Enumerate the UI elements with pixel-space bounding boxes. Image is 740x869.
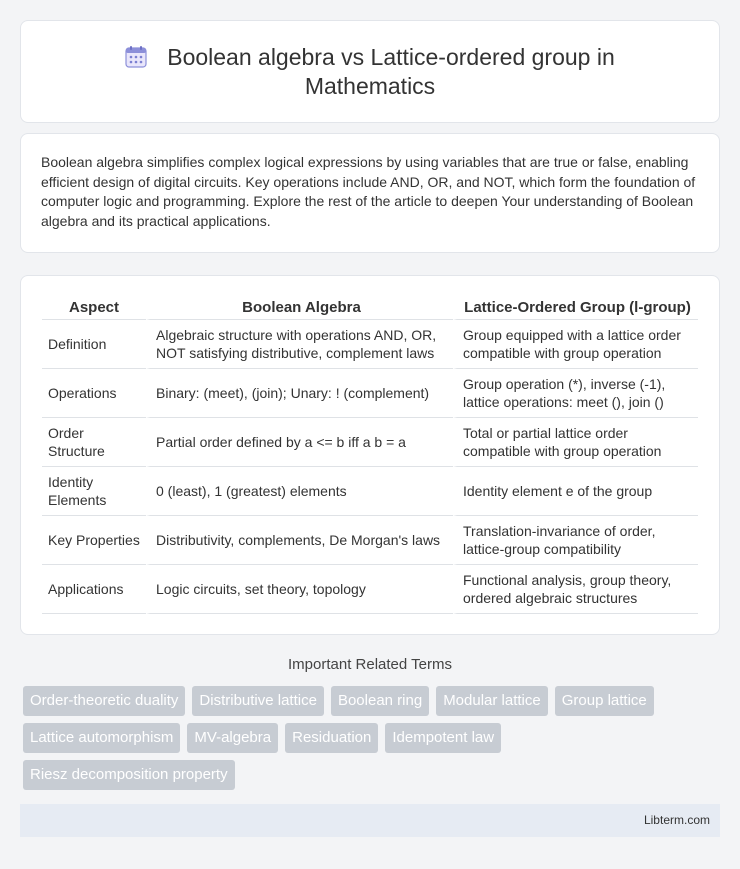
row-boolean: Logic circuits, set theory, topology <box>146 565 453 614</box>
title-card <box>20 20 720 123</box>
header-aspect: Aspect <box>42 296 146 320</box>
table-row <box>42 565 698 614</box>
row-boolean: Partial order defined by a <= b iff a b = a <box>146 418 453 467</box>
term-tag[interactable]: Lattice automorphism <box>23 723 180 753</box>
term-tag[interactable]: Idempotent law <box>385 723 501 753</box>
row-boolean: Algebraic structure with operations AND, OR, NOT satisfying distributive, complement laws <box>146 320 453 369</box>
row-lgroup: Group equipped with a lattice order compatible with group operation <box>453 320 698 369</box>
table-row <box>42 369 698 418</box>
term-tag[interactable]: Order-theoretic duality <box>23 686 185 716</box>
row-boolean: Distributivity, complements, De Morgan's laws <box>146 516 453 565</box>
row-boolean: Binary: (meet), (join); Unary: ! (complement) <box>146 369 453 418</box>
row-aspect: Identity Elements <box>42 467 146 516</box>
row-lgroup: Total or partial lattice order compatible with group operation <box>453 418 698 467</box>
page-title-text: Boolean algebra vs Lattice-ordered group in Mathematics <box>167 43 615 99</box>
row-aspect: Operations <box>42 369 146 418</box>
header-boolean-algebra: Boolean Algebra <box>146 296 453 320</box>
table-row <box>42 467 698 516</box>
header-lattice-ordered-group: Lattice-Ordered Group (l-group) <box>453 296 698 320</box>
term-tag[interactable]: Riesz decomposition property <box>23 760 235 790</box>
related-terms-title: Important Related Terms <box>288 656 452 673</box>
row-aspect: Order Structure <box>42 418 146 467</box>
row-lgroup: Group operation (*), inverse (-1), lattice operations: meet (), join () <box>453 369 698 418</box>
row-lgroup: Functional analysis, group theory, ordered algebraic structures <box>453 565 698 614</box>
term-tag[interactable]: Group lattice <box>555 686 654 716</box>
calendar-grid-icon <box>125 46 147 68</box>
row-aspect: Key Properties <box>42 516 146 565</box>
term-tag[interactable]: Residuation <box>285 723 378 753</box>
footer-site-link[interactable]: Libterm.com <box>643 813 710 827</box>
row-aspect: Definition <box>42 320 146 369</box>
footer <box>20 804 720 837</box>
table-row <box>42 516 698 565</box>
row-lgroup: Identity element e of the group <box>453 467 698 516</box>
table-header-row <box>42 296 698 320</box>
row-boolean: 0 (least), 1 (greatest) elements <box>146 467 453 516</box>
intro-card <box>20 133 720 253</box>
table-row <box>42 418 698 467</box>
row-aspect: Applications <box>42 565 146 614</box>
term-tag[interactable]: Boolean ring <box>331 686 429 716</box>
comparison-table <box>42 296 698 614</box>
related-terms-list <box>20 686 720 790</box>
term-tag[interactable]: Modular lattice <box>436 686 548 716</box>
comparison-card <box>20 275 720 635</box>
row-lgroup: Translation-invariance of order, lattice-group compatibility <box>453 516 698 565</box>
intro-text: Boolean algebra simplifies complex logical expressions by using variables that are true or false, enabling efficient design of digital circuits. Key operations include AND, OR, and NOT, which form the foundation of computer logic and programming. Explore the rest of the article to deepen Your understanding of Boolean algebra and its practical applications. <box>41 154 696 229</box>
table-row <box>42 320 698 369</box>
term-tag[interactable]: MV-algebra <box>187 723 278 753</box>
term-tag[interactable]: Distributive lattice <box>192 686 324 716</box>
page-title <box>61 43 679 101</box>
